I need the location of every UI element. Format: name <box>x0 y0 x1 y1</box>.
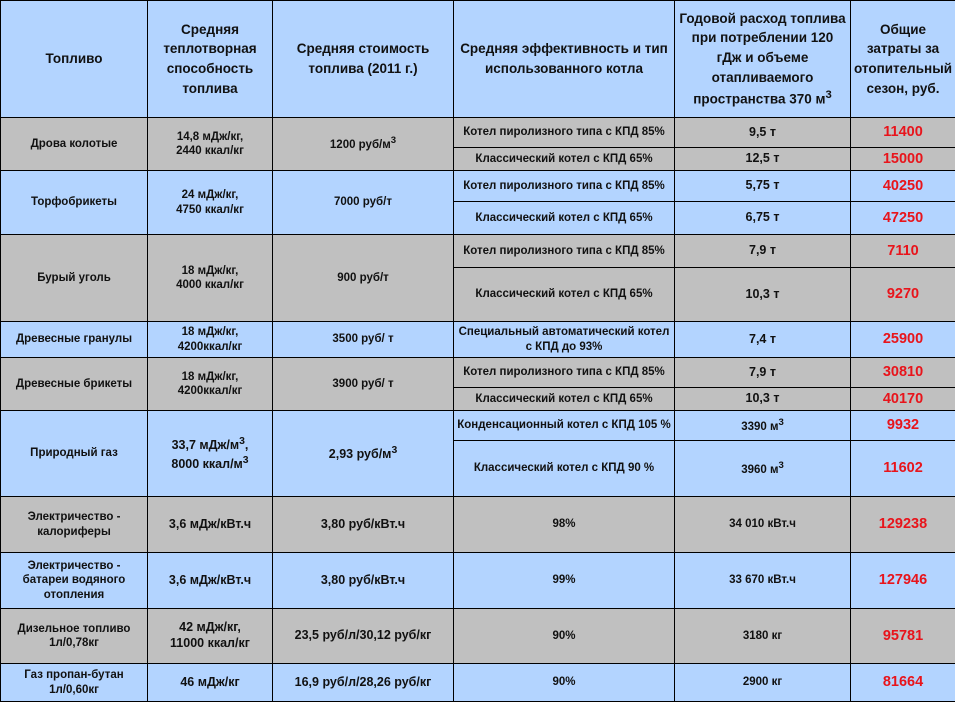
fuel-name: Электричество - калориферы <box>1 497 148 553</box>
boiler-type: Специальный автоматический котел с КПД до 93% <box>454 322 675 358</box>
fuel-price <box>273 411 454 497</box>
price-sup: 3 <box>391 135 396 146</box>
boiler-type: Классический котел с КПД 90 % <box>454 441 675 497</box>
calorific-value <box>148 118 273 171</box>
fuel-consumption: 5,75 т <box>675 171 851 202</box>
fuel-name: Природный газ <box>1 411 148 497</box>
table-row <box>1 358 955 388</box>
total-cost: 7110 <box>851 235 955 268</box>
boiler-type: Классический котел с КПД 65% <box>454 148 675 171</box>
total-cost: 9932 <box>851 411 955 441</box>
header-consumption-sup: 3 <box>826 89 832 101</box>
calorific-value: 3,6 мДж/кВт.ч <box>148 553 273 609</box>
calorific-line-2: 4200ккал/кг <box>178 341 243 353</box>
calorific-value <box>148 235 273 322</box>
calorific-value: 46 мДж/кг <box>148 664 273 702</box>
boiler-type: Классический котел с КПД 65% <box>454 388 675 411</box>
calorific-line-2: 4200ккал/кг <box>178 385 243 397</box>
total-cost: 81664 <box>851 664 955 702</box>
consumption-sup: 3 <box>778 460 783 471</box>
calorific-value: 3,6 мДж/кВт.ч <box>148 497 273 553</box>
boiler-type: Котел пиролизного типа с КПД 85% <box>454 235 675 268</box>
calorific-sup-1: 3 <box>239 436 245 447</box>
boiler-type: 98% <box>454 497 675 553</box>
fuel-name: Дрова колотые <box>1 118 148 171</box>
table-row <box>1 322 955 358</box>
fuel-consumption: 10,3 т <box>675 268 851 322</box>
fuel-price: 3500 руб/ т <box>273 322 454 358</box>
total-cost: 11400 <box>851 118 955 148</box>
boiler-type: Котел пиролизного типа с КПД 85% <box>454 171 675 202</box>
calorific-line-2: 4750 ккал/кг <box>176 204 244 216</box>
fuel-consumption: 3180 кг <box>675 609 851 664</box>
fuel-name: Электричество - батареи водяного отопления <box>1 553 148 609</box>
total-cost: 40250 <box>851 171 955 202</box>
header-fuel: Топливо <box>1 1 148 118</box>
calorific-line-1-tail: , <box>245 438 248 452</box>
boiler-type: Котел пиролизного типа с КПД 85% <box>454 118 675 148</box>
total-cost: 9270 <box>851 268 955 322</box>
total-cost: 129238 <box>851 497 955 553</box>
total-cost: 30810 <box>851 358 955 388</box>
header-consumption-text: Годовой расход топлива при потреблении 120 гДж и объеме отапливаемого пространства 370 м <box>679 11 845 107</box>
total-cost: 47250 <box>851 202 955 235</box>
total-cost: 11602 <box>851 441 955 497</box>
fuel-price: 900 руб/т <box>273 235 454 322</box>
calorific-line-1: 18 мДж/кг, <box>182 265 239 277</box>
calorific-line-2: 4000 ккал/кг <box>176 279 244 291</box>
calorific-value <box>148 171 273 235</box>
boiler-type: Классический котел с КПД 65% <box>454 202 675 235</box>
fuel-name: Бурый уголь <box>1 235 148 322</box>
fuel-name: Торфобрикеты <box>1 171 148 235</box>
boiler-type: Конденсационный котел с КПД 105 % <box>454 411 675 441</box>
price-sup: 3 <box>391 445 397 456</box>
fuel-consumption: 12,5 т <box>675 148 851 171</box>
calorific-line-2: 8000 ккал/м <box>171 457 242 471</box>
fuel-name: Древесные брикеты <box>1 358 148 411</box>
fuel-price: 3,80 руб/кВт.ч <box>273 497 454 553</box>
fuel-consumption <box>675 441 851 497</box>
total-cost: 25900 <box>851 322 955 358</box>
boiler-type: 90% <box>454 609 675 664</box>
boiler-type: 90% <box>454 664 675 702</box>
table-row <box>1 411 955 441</box>
header-price: Средняя стоимость топлива (2011 г.) <box>273 1 454 118</box>
table-row <box>1 235 955 268</box>
table-row <box>1 118 955 148</box>
consumption-sup: 3 <box>778 417 783 428</box>
calorific-line-2: 2440 ккал/кг <box>176 145 244 157</box>
fuel-price: 23,5 руб/л/30,12 руб/кг <box>273 609 454 664</box>
calorific-line-1: 33,7 мДж/м <box>172 438 240 452</box>
price-text: 2,93 руб/м <box>329 447 392 461</box>
table-row <box>1 497 955 553</box>
fuel-consumption: 7,9 т <box>675 235 851 268</box>
fuel-consumption: 33 670 кВт.ч <box>675 553 851 609</box>
table-row <box>1 664 955 702</box>
fuel-price: 3,80 руб/кВт.ч <box>273 553 454 609</box>
fuel-name: Газ пропан-бутан 1л/0,60кг <box>1 664 148 702</box>
fuel-consumption: 6,75 т <box>675 202 851 235</box>
price-text: 1200 руб/м <box>330 139 391 151</box>
total-cost: 15000 <box>851 148 955 171</box>
table-row <box>1 553 955 609</box>
boiler-type: Котел пиролизного типа с КПД 85% <box>454 358 675 388</box>
calorific-value <box>148 609 273 664</box>
total-cost: 127946 <box>851 553 955 609</box>
fuel-price: 7000 руб/т <box>273 171 454 235</box>
fuel-consumption: 34 010 кВт.ч <box>675 497 851 553</box>
calorific-value <box>148 411 273 497</box>
calorific-value <box>148 358 273 411</box>
fuel-consumption: 10,3 т <box>675 388 851 411</box>
total-cost: 40170 <box>851 388 955 411</box>
fuel-consumption: 9,5 т <box>675 118 851 148</box>
calorific-line-2: 11000 ккал/кг <box>170 636 250 650</box>
fuel-consumption: 7,9 т <box>675 358 851 388</box>
fuel-price <box>273 118 454 171</box>
total-cost: 95781 <box>851 609 955 664</box>
boiler-type: Классический котел с КПД 65% <box>454 268 675 322</box>
fuel-price: 3900 руб/ т <box>273 358 454 411</box>
fuel-consumption: 7,4 т <box>675 322 851 358</box>
calorific-sup-2: 3 <box>243 455 249 466</box>
fuel-consumption <box>675 411 851 441</box>
calorific-line-1: 18 мДж/кг, <box>182 371 239 383</box>
header-efficiency: Средняя эффективность и тип использованного котла <box>454 1 675 118</box>
consumption-text: 3390 м <box>741 421 778 433</box>
calorific-line-1: 18 мДж/кг, <box>182 326 239 338</box>
header-calorific: Средняя теплотворная способность топлива <box>148 1 273 118</box>
boiler-type: 99% <box>454 553 675 609</box>
calorific-line-1: 14,8 мДж/кг, <box>177 131 243 143</box>
header-total: Общие затраты за отопительный сезон, руб. <box>851 1 955 118</box>
header-row <box>1 1 955 118</box>
table-row <box>1 609 955 664</box>
fuel-price: 16,9 руб/л/28,26 руб/кг <box>273 664 454 702</box>
calorific-line-1: 42 мДж/кг, <box>179 620 241 634</box>
header-consumption <box>675 1 851 118</box>
fuel-consumption: 2900 кг <box>675 664 851 702</box>
fuel-name: Дизельное топливо 1л/0,78кг <box>1 609 148 664</box>
calorific-value <box>148 322 273 358</box>
fuel-name: Древесные гранулы <box>1 322 148 358</box>
consumption-text: 3960 м <box>741 464 778 476</box>
calorific-line-1: 24 мДж/кг, <box>182 189 239 201</box>
table-row <box>1 171 955 202</box>
